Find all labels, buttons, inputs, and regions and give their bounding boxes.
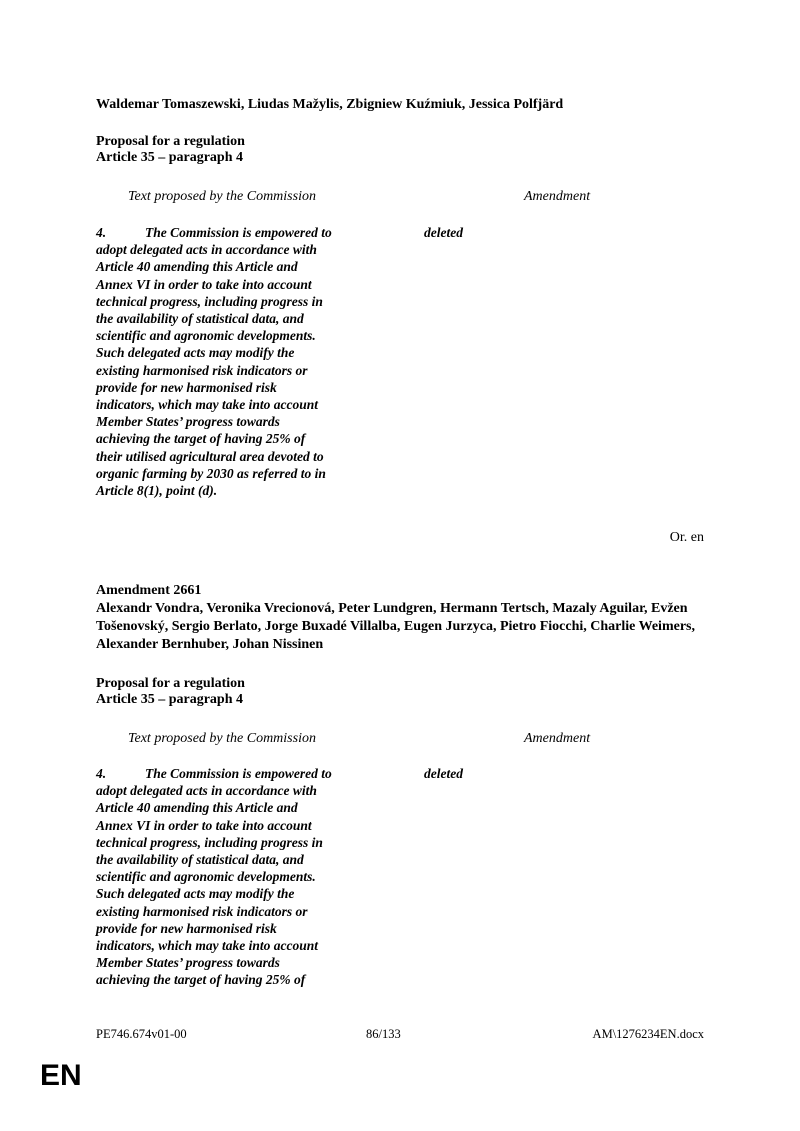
original-language: Or. en — [669, 530, 704, 545]
commission-text-line: 4. The Commission is empowered to — [96, 766, 332, 781]
commission-text-line: Member States’ progress towards — [96, 955, 280, 971]
commission-text-line: provide for new harmonised risk — [96, 920, 277, 936]
commission-text-line: the availability of statistical data, and — [96, 852, 304, 868]
commission-text-line: organic farming by 2030 as referred to in — [96, 465, 326, 481]
commission-text-line: Member States’ progress towards — [96, 414, 280, 430]
commission-text-line: technical progress, including progress in — [96, 293, 323, 309]
amendment-number: Amendment 2661 — [96, 583, 202, 598]
column-header-amendment: Amendment — [524, 731, 591, 746]
commission-text-line: adopt delegated acts in accordance with — [96, 242, 317, 258]
language-tag: EN — [40, 1059, 82, 1092]
footer-doc-ref: PE746.674v01-00 — [96, 1027, 187, 1041]
commission-text-line: achieving the target of having 25% of — [96, 431, 306, 447]
commission-text-line: Article 40 amending this Article and — [96, 259, 298, 275]
commission-text-line: 4. The Commission is empowered to — [96, 225, 332, 240]
proposal-heading — [96, 134, 496, 166]
commission-text-line: Annex VI in order to take into account — [96, 817, 312, 833]
commission-text-line: Such delegated acts may modify the — [96, 886, 295, 902]
column-header-commission: Text proposed by the Commission — [128, 189, 316, 204]
proposal-heading — [96, 676, 496, 708]
commission-text-line: indicators, which may take into account — [96, 938, 319, 954]
article-reference: Article 35 – paragraph 4 — [96, 692, 243, 707]
commission-text-line: their utilised agricultural area devoted to — [96, 448, 324, 464]
commission-text — [96, 224, 381, 499]
footer-page-number: 86/133 — [366, 1027, 401, 1041]
commission-text-line: Article 8(1), point (d). — [96, 483, 218, 499]
commission-text — [96, 765, 381, 989]
column-header-amendment: Amendment — [524, 189, 591, 204]
paragraph-number: 4. — [96, 225, 107, 240]
amendment-authors: Waldemar Tomaszewski, Liudas Mažylis, Zbigniew Kuźmiuk, Jessica Polfjärd — [96, 97, 564, 112]
commission-text-line: existing harmonised risk indicators or — [96, 903, 308, 919]
commission-text-line: Article 40 amending this Article and — [96, 800, 298, 816]
commission-text-line: the availability of statistical data, and — [96, 311, 304, 327]
commission-text-line: achieving the target of having 25% of — [96, 972, 306, 988]
footer-file-name: AM\1276234EN.docx — [592, 1027, 704, 1041]
paragraph-number: 4. — [96, 766, 107, 781]
article-reference: Article 35 – paragraph 4 — [96, 150, 243, 165]
commission-text-line: Annex VI in order to take into account — [96, 276, 312, 292]
proposal-title: Proposal for a regulation — [96, 676, 245, 691]
commission-text-line: provide for new harmonised risk — [96, 379, 277, 395]
commission-text-line: adopt delegated acts in accordance with — [96, 783, 317, 799]
proposal-title: Proposal for a regulation — [96, 134, 245, 149]
commission-text-line: indicators, which may take into account — [96, 397, 319, 413]
column-header-commission: Text proposed by the Commission — [128, 731, 316, 746]
amendment-deleted: deleted — [424, 766, 463, 781]
amendment-deleted: deleted — [424, 225, 463, 240]
commission-text-line: technical progress, including progress in — [96, 834, 323, 850]
amendment-authors: Alexandr Vondra, Veronika Vrecionová, Peter Lundgren, Hermann Tertsch, Mazaly Aguilar, Evžen Tošenovský, Sergio Berlato, Jorge Buxadé Villalba, Eugen Jurzyca, Pietro Fiocchi, Charlie Weimers, Alexander Bernhuber, Johan Nissinen — [96, 601, 695, 652]
commission-text-line: Such delegated acts may modify the — [96, 345, 295, 361]
commission-text-line: scientific and agronomic developments. — [96, 328, 316, 344]
commission-text-line: existing harmonised risk indicators or — [96, 362, 308, 378]
commission-text-line: scientific and agronomic developments. — [96, 869, 316, 885]
